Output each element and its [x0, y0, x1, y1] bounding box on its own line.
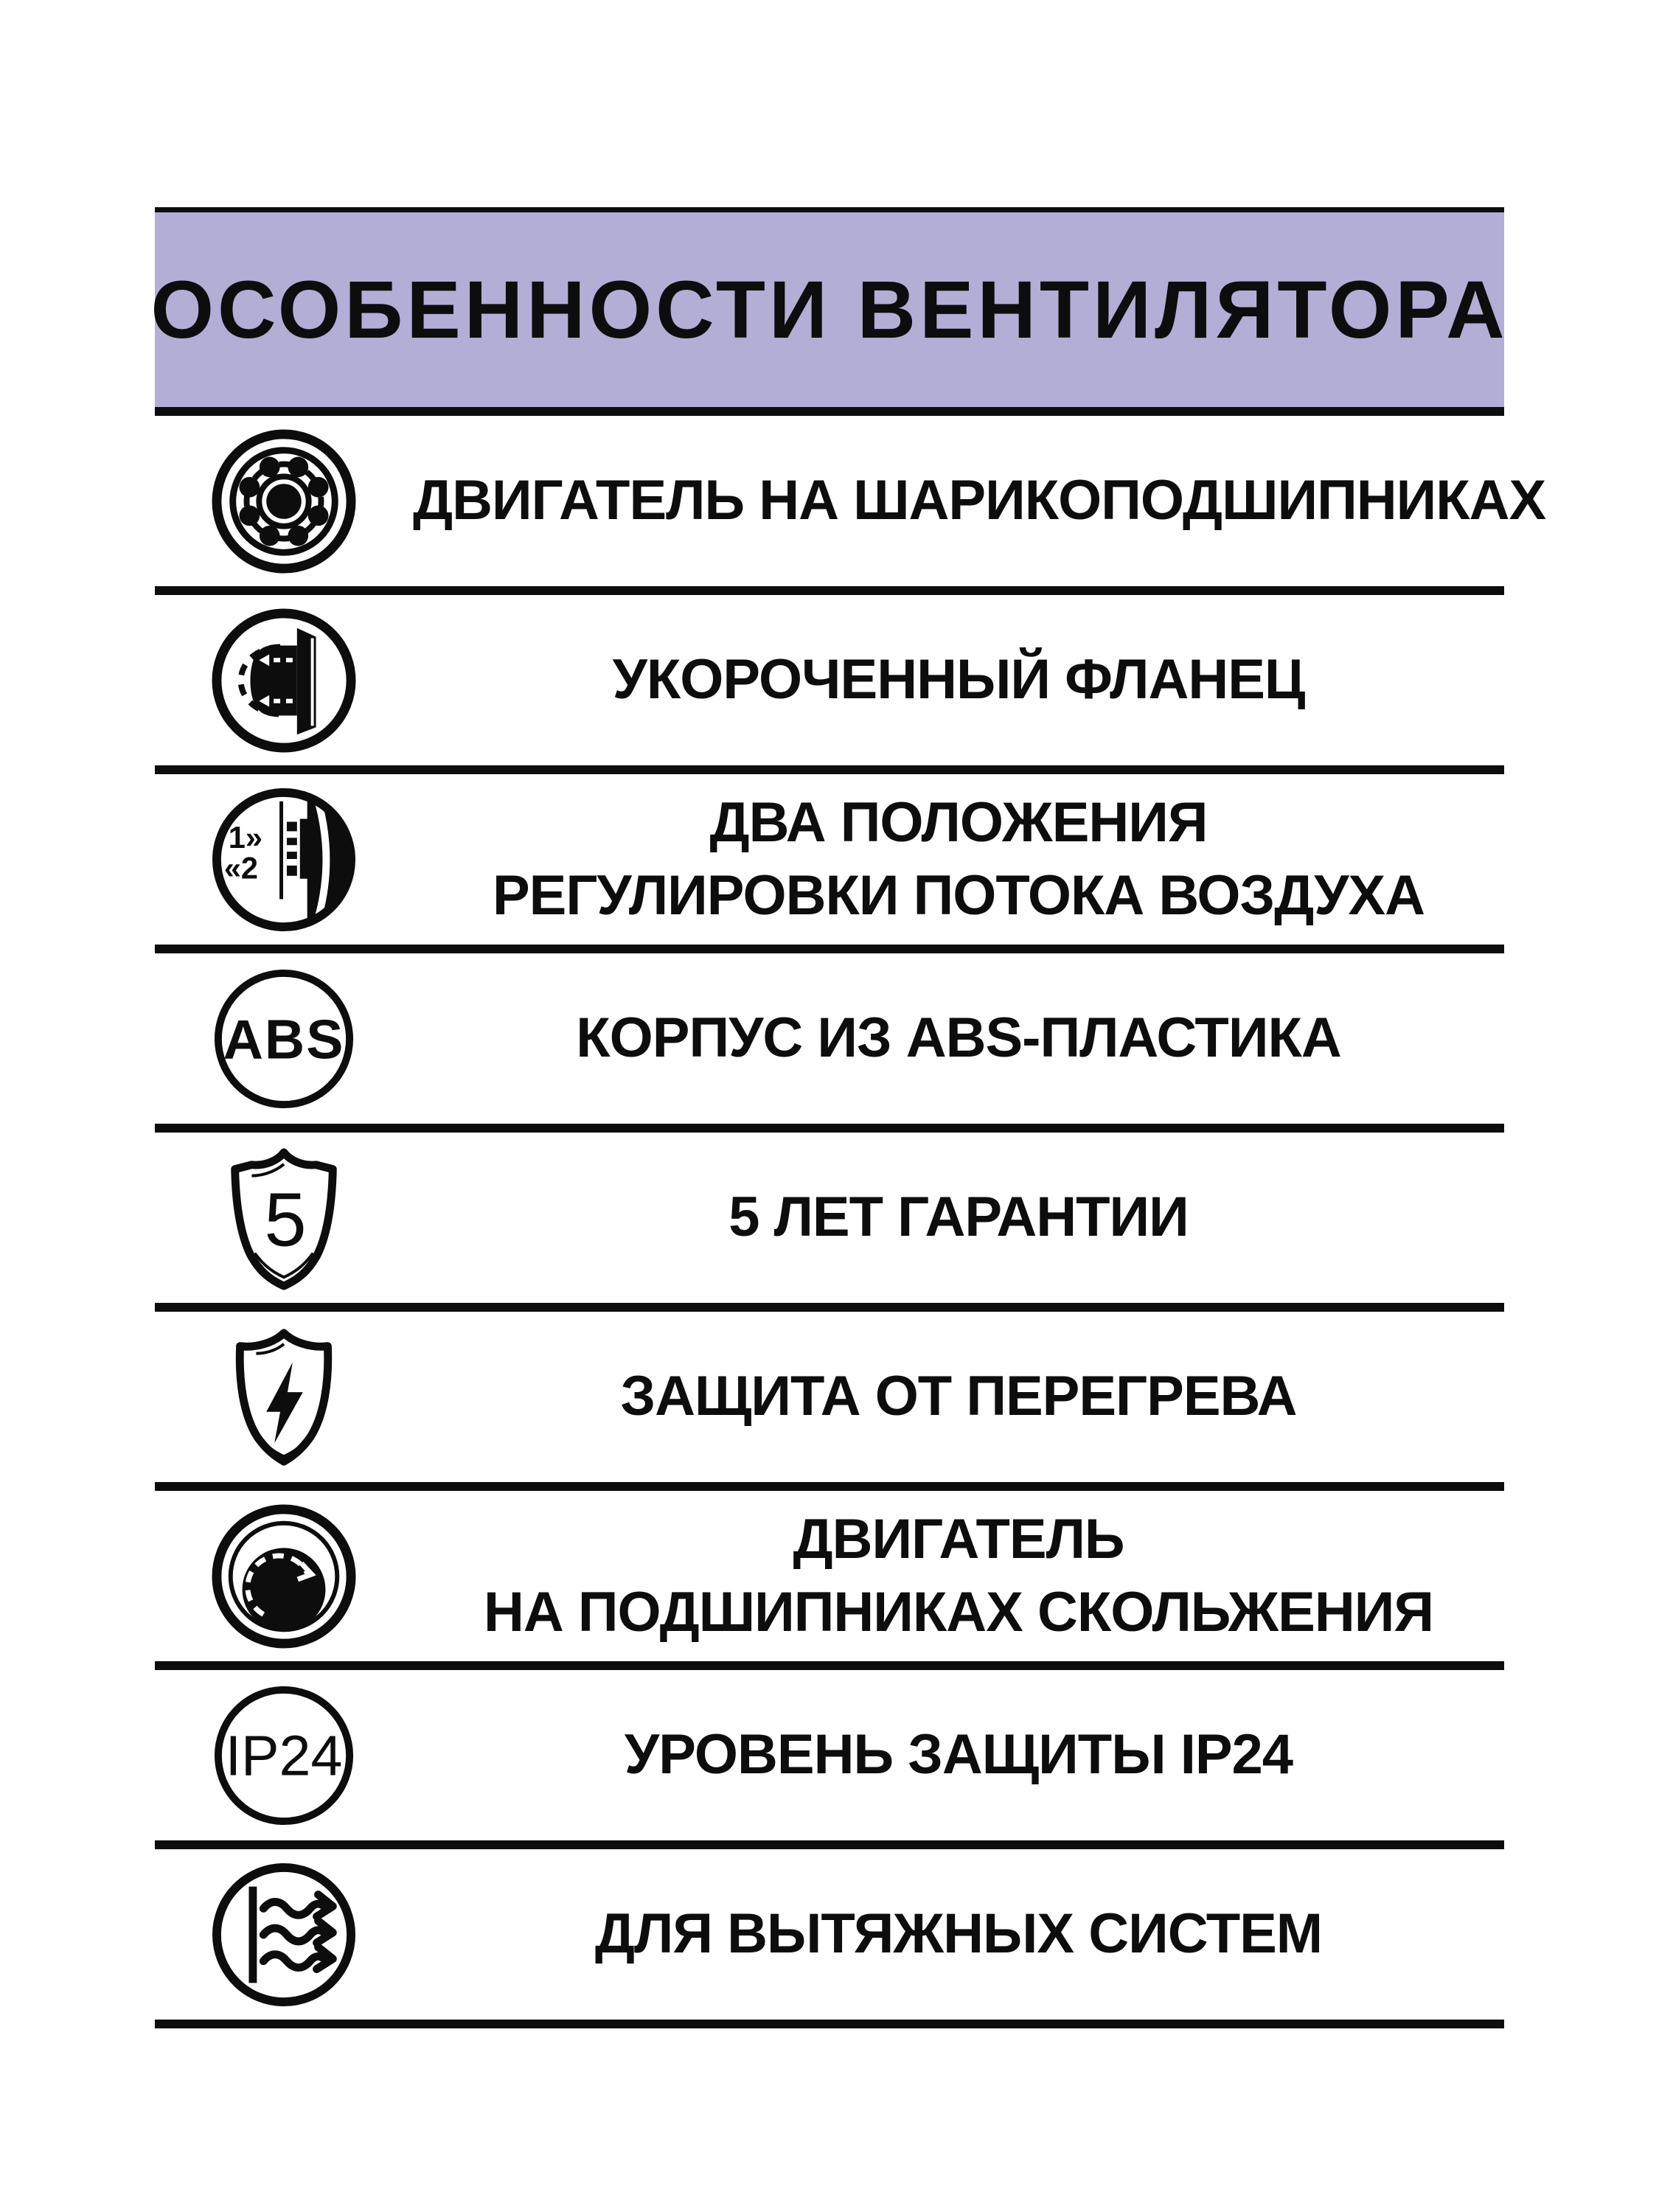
feature-text: ДЛЯ ВЫТЯЖНЫХ СИСТЕМ: [594, 1902, 1323, 1966]
ip24-label: IP24: [225, 1724, 343, 1788]
feature-row: [155, 416, 1546, 586]
feature-text: ЗАЩИТА ОТ ПЕРЕГРЕВА: [620, 1365, 1297, 1428]
divider: [155, 1124, 1504, 1133]
warranty-years-label: 5: [264, 1177, 307, 1262]
sleeve-bearing-icon: [155, 1503, 413, 1649]
divider: [155, 1303, 1504, 1312]
feature-text: ДВИГАТЕЛЬ НА ШАРИКОПОДШИПНИКАХ: [413, 469, 1546, 532]
feature-row: [155, 1133, 1504, 1303]
abs-label: ABS: [223, 1008, 345, 1071]
overheat-protection-icon: [155, 1324, 413, 1470]
features-panel: [150, 207, 1546, 2028]
feature-text: НА ПОДШИПНИКАХ СКОЛЬЖЕНИЯ: [483, 1580, 1434, 1644]
ball-bearing-icon: [155, 428, 413, 574]
feature-text: ДВА ПОЛОЖЕНИЯ: [709, 790, 1208, 854]
feature-row: [155, 774, 1504, 945]
divider: [155, 1840, 1504, 1849]
abs-plastic-icon: [155, 966, 413, 1112]
feature-row: [155, 595, 1504, 765]
page-title: ОСОБЕННОСТИ ВЕНТИЛЯТОРА: [150, 264, 1509, 355]
feature-row: [155, 1312, 1504, 1482]
feature-row: [155, 1849, 1504, 2020]
divider: [155, 1482, 1504, 1491]
feature-text: УКОРОЧЕННЫЙ ФЛАНЕЦ: [612, 648, 1305, 712]
feature-text: КОРПУС ИЗ ABS-ПЛАСТИКА: [576, 1006, 1341, 1070]
divider: [155, 2020, 1504, 2028]
feature-text: УРОВЕНЬ ЗАЩИТЫ IP24: [624, 1723, 1293, 1787]
divider: [155, 586, 1504, 595]
feature-text: РЕГУЛИРОВКИ ПОТОКА ВОЗДУХА: [492, 863, 1425, 927]
two-position-airflow-icon: [155, 787, 413, 933]
feature-row: [155, 953, 1504, 1124]
exhaust-air-icon: [155, 1862, 413, 2008]
feature-text: 5 ЛЕТ ГАРАНТИИ: [728, 1186, 1189, 1249]
header-band: [150, 207, 1509, 407]
feature-text: ДВИГАТЕЛЬ: [793, 1507, 1124, 1571]
feature-row: [155, 1491, 1504, 1661]
divider: [155, 407, 1504, 416]
ip24-icon: [155, 1683, 413, 1829]
warranty-shield-icon: [155, 1145, 413, 1291]
position-2-label: «2: [223, 850, 259, 886]
divider: [155, 765, 1504, 774]
feature-row: [155, 1670, 1504, 1840]
short-flange-icon: [155, 608, 413, 754]
divider: [155, 945, 1504, 953]
position-1-label: 1»: [228, 819, 263, 855]
divider: [155, 1661, 1504, 1670]
